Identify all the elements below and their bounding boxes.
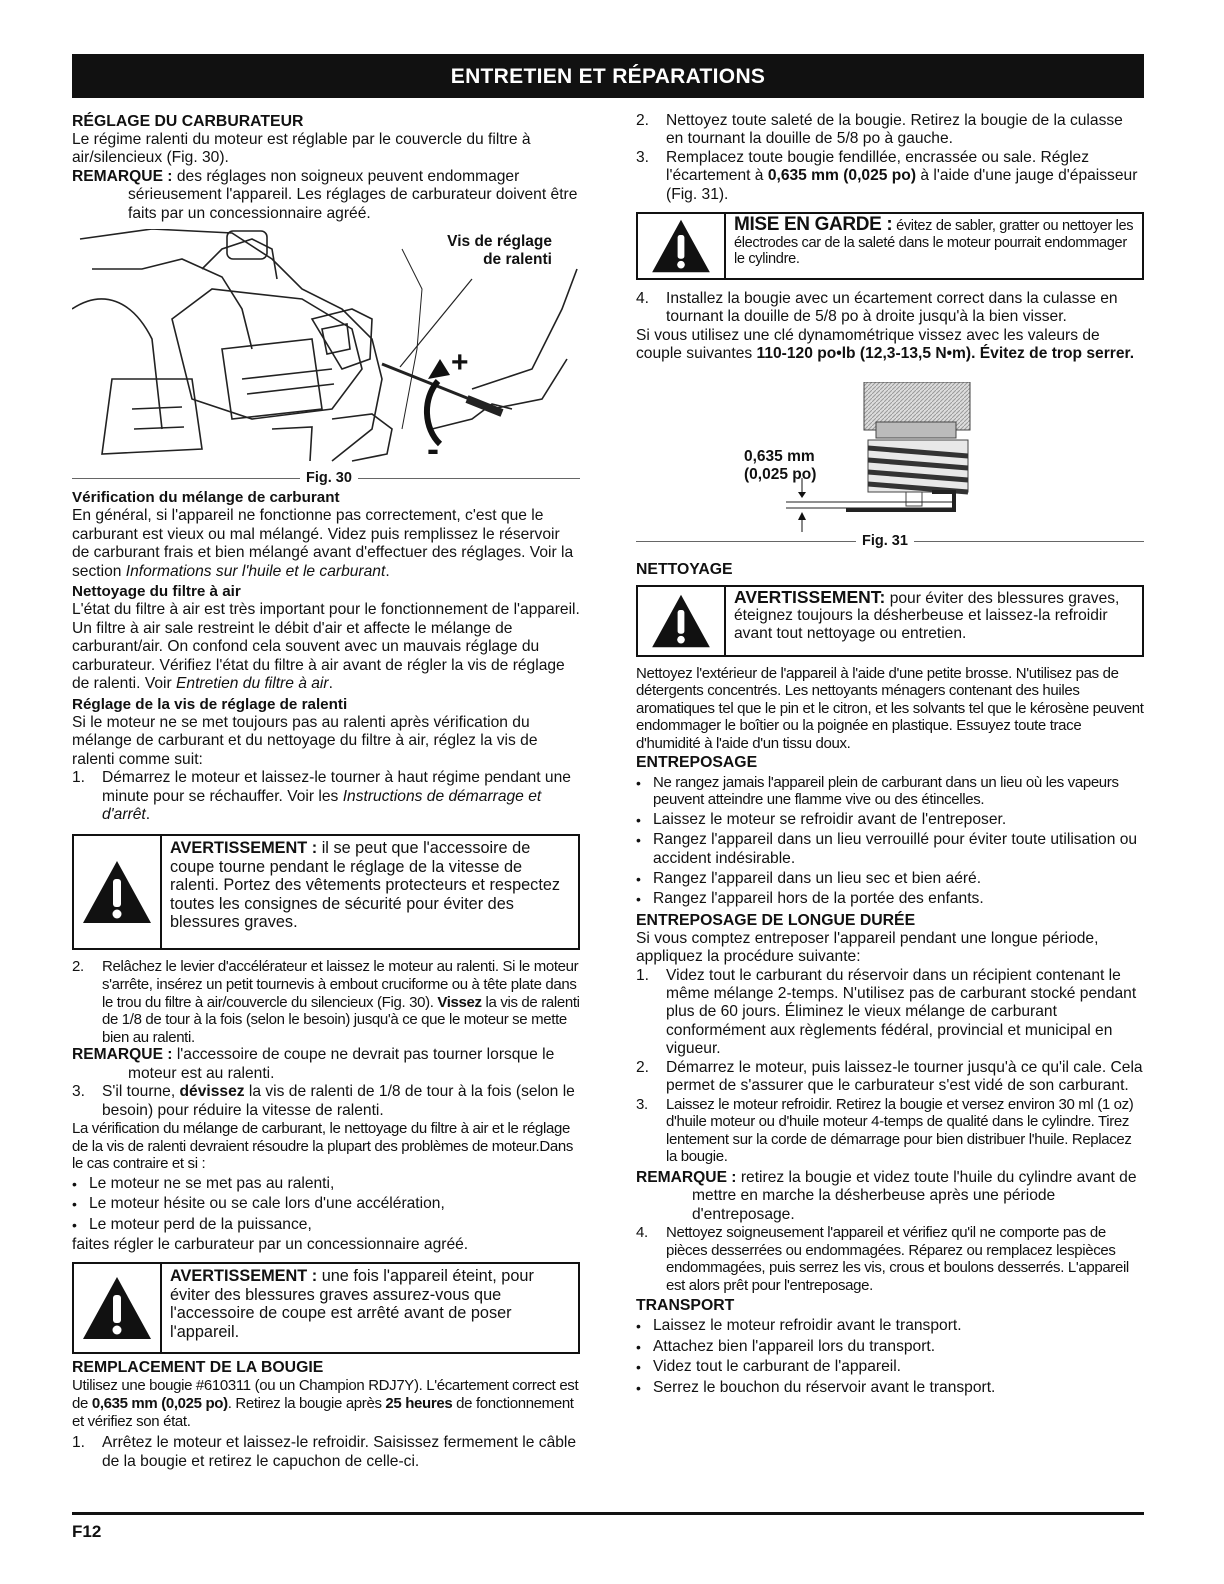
idle-screw-intro: Si le moteur ne se met toujours pas au ralenti après vérification du mélange de carburant et du nettoyage du filtre à air, réglez la vis de ralenti comme suit: xyxy=(72,713,538,768)
fig30-caption: Fig. 30 xyxy=(300,469,358,487)
warning-box-cleaning: AVERTISSEMENT: pour éviter des blessures graves, éteignez toujours la désherbeuse et laissez-la refroidir avant tout nettoyage ou entretien. xyxy=(636,585,1144,657)
idle-step-2: 2. Relâchez le levier d'accélérateur et laissez le moteur au ralenti. Si le moteur s'arrête, insérez un petit tournevis à embout cruciforme ou à tête plate dans le trou du filtre à air/couvercle du silencieux (Fig. 30). Vissez la vis de ralenti de 1/8 de tour à la fois (selon le besoin) jusqu'à ce que le moteur se mette bien au ralenti. xyxy=(72,958,580,1046)
long-storage-heading: ENTREPOSAGE DE LONGUE DURÉE xyxy=(636,911,916,929)
spark-plug-heading: REMPLACEMENT DE LA BOUGIE xyxy=(72,1359,324,1377)
list-item: • Serrez le bouchon du réservoir avant le transport. xyxy=(636,1378,996,1396)
warning-triangle-icon xyxy=(74,1264,162,1352)
warning-label: AVERTISSEMENT : xyxy=(170,1267,318,1286)
fig31-caption-line xyxy=(636,532,1144,550)
page-number: F12 xyxy=(72,1522,102,1541)
caution-label: MISE EN GARDE : xyxy=(734,214,893,236)
fig30-caption-line xyxy=(72,469,580,487)
spark-plug-step-2: 2. Nettoyez toute saleté de la bougie. Retirez la bougie de la culasse en tournant la douille de 5/8 po à gauche. xyxy=(636,112,1123,148)
idle-step-3: 3. S'il tourne, dévissez la vis de ralenti de 1/8 de tour à la fois (selon le besoin) pour réduire la vitesse de ralenti. xyxy=(72,1083,575,1119)
long-storage-step-4: 4. Nettoyez soigneusement l'appareil et vérifiez qu'il ne comporte pas de pièces desserrées ou endommagées. Réparez ou remplacez lespièces endommagées, puis serrez les vis, crous et boulons desserrés. L'appareil est alors prêt pour l'entreposage. xyxy=(636,1224,1129,1294)
fuel-mix-text: En général, si l'appareil ne fonctionne pas correctement, c'est que le carburant est vieux ou mal mélangé. Videz puis remplissez le réservoir de carburant frais et bien mélangé avant d'effectuer des réglages. Voir la section Informations sur l'huile et le carburant. xyxy=(72,507,574,580)
minus-sign: - xyxy=(427,428,439,470)
air-filter-heading: Nettoyage du filtre à air xyxy=(72,583,241,601)
list-item: • Videz tout le carburant de l'appareil. xyxy=(636,1358,902,1376)
fig31-caption: Fig. 31 xyxy=(856,532,914,550)
list-item: • Laissez le moteur refroidir avant le transport. xyxy=(636,1317,962,1335)
air-filter-text: L'état du filtre à air est très important pour le fonctionnement de l'appareil. Un filtre à air sale restreint le débit d'air et affecte le mélange de carburant/air. On confond cela souvent avec un mauvais réglage du carburateur. Vérifiez l'état du filtre à air avant de régler la vis de réglage de ralenti. Voir Entretien du filtre à air. xyxy=(72,601,580,693)
troubleshoot-summary: La vérification du mélange de carburant, le nettoyage du filtre à air et le réglage de la vis de ralenti devraient résoudre la plupart des problèmes de moteur.Dans le cas contraire et si : xyxy=(72,1119,573,1173)
caution-box: MISE EN GARDE : évitez de sabler, gratter ou nettoyer les électrodes car de la saleté dans le moteur pourrait endommager le cylindre. xyxy=(636,212,1144,280)
warning-triangle-icon xyxy=(74,836,162,948)
warning-triangle-icon xyxy=(638,214,726,278)
idle-note: REMARQUE : l'accessoire de coupe ne devrait pas tourner lorsque le moteur est au ralenti. xyxy=(72,1046,555,1082)
list-item: • Rangez l'appareil dans un lieu verrouillé pour éviter toute utilisation ou accident indésirable. xyxy=(636,831,1138,867)
storage-heading: ENTREPOSAGE xyxy=(636,753,758,771)
list-item: • Le moteur ne se met pas au ralenti, xyxy=(72,1174,335,1192)
spark-plug-illustration xyxy=(636,382,1144,532)
torque-text: Si vous utilisez une clé dynamométrique vissez avec les valeurs de couple suivantes 110-120 po•lb (12,3-13,5 N•m). Évitez de trop serrer. xyxy=(636,326,1135,363)
long-storage-note: REMARQUE : retirez la bougie et videz toute l'huile du cylindre avant de mettre en marche la désherbeuse après une période d'entreposage. xyxy=(636,1168,1137,1223)
section-header: ENTRETIEN ET RÉPARATIONS xyxy=(72,54,1144,98)
left-column xyxy=(72,112,580,1471)
right-column xyxy=(636,112,1144,1399)
spark-plug-text: Utilisez une bougie #610311 (ou un Champion RDJ7Y). L'écartement correct est de 0,635 mm (0,025 po). Retirez la bougie après 25 heures de fonctionnement et vérifiez son état. xyxy=(72,1377,579,1430)
fig30-callout: Vis de réglage de ralenti xyxy=(447,233,552,269)
long-storage-step: 1. Videz tout le carburant du réservoir dans un récipient contenant le même mélange 2-temps. N'utilisez pas de carburant stocké pendant plus de 60 jours. Éliminez le vieux mélange de carburant conformément aux règlements fédéral, provincial et municipal en vigueur. xyxy=(636,966,1137,1058)
spark-plug-step-1: 1. Arrêtez le moteur et laissez-le refroidir. Saisissez fermement le câble de la bougie et retirez le capuchon de celle-ci. xyxy=(72,1434,577,1470)
long-storage-intro: Si vous comptez entreposer l'appareil pendant une longue période, appliquez la procédure suivante: xyxy=(636,929,1099,966)
figure-31 xyxy=(636,382,1144,532)
idle-step-1: 1. Démarrez le moteur et laissez-le tourner à haut régime pendant une minute pour se réchauffer. Voir les Instructions de démarrage et d'arrêt. xyxy=(72,769,571,823)
warning-label: AVERTISSEMENT : xyxy=(170,839,318,858)
warning-label: AVERTISSEMENT: xyxy=(734,586,886,607)
warning-box-shutdown: AVERTISSEMENT : une fois l'appareil éteint, pour éviter des blessures graves assurez-vous que l'accessoire de coupe est arrêté avant de poser l'appareil. xyxy=(72,1262,580,1354)
list-item: • Rangez l'appareil dans un lieu sec et bien aéré. xyxy=(636,870,982,888)
cleaning-heading: NETTOYAGE xyxy=(636,560,733,578)
idle-screw-heading: Réglage de la vis de réglage de ralenti xyxy=(72,695,348,713)
spark-plug-step-4: 4. Installez la bougie avec un écartement correct dans la culasse en tournant la douille de 5/8 po à droite jusqu'à la bien visser. xyxy=(636,290,1118,326)
list-item: • Attachez bien l'appareil lors du transport. xyxy=(636,1337,936,1355)
warning-box-idle: AVERTISSEMENT : il se peut que l'accessoire de coupe tourne pendant le réglage de la vitesse de ralenti. Portez des vêtements protecteurs et respectez toutes les consignes de sécurité pour éviter des blessures graves. xyxy=(72,834,580,950)
long-storage-step: 3. Laissez le moteur refroidir. Retirez la bougie et versez environ 30 ml (1 oz) d'huile moteur ou d'huile moteur 4-temps de qualité dans le cylindre. Tirez lentement sur la corde de démarrage pour bien distribuer l'huile. Replacez la bougie. xyxy=(636,1095,1134,1166)
fuel-mix-heading: Vérification du mélange de carburant xyxy=(72,489,340,507)
list-item: • Le moteur perd de la puissance, xyxy=(72,1215,312,1233)
long-storage-step: 2. Démarrez le moteur, puis laissez-le tourner jusqu'à ce qu'il cale. Cela permet de s'assurer que le carburateur s'est vidé de son carburant. xyxy=(636,1058,1143,1095)
transport-heading: TRANSPORT xyxy=(636,1297,735,1315)
list-item: • Laissez le moteur se refroidir avant de l'entreposer. xyxy=(636,810,1007,828)
list-item: • Rangez l'appareil hors de la portée des enfants. xyxy=(636,890,984,908)
cleaning-text: Nettoyez l'extérieur de l'appareil à l'aide d'une petite brosse. N'utilisez pas de détergents concentrés. Les nettoyants ménagers contenant des huiles aromatiques tel que le pin et le citron, et les solvants tel que le kérosène peuvent endommager le boîtier ou la poignée en plastique. Essuyez toute trace d'humidité à l'aide d'un tissu doux. xyxy=(636,664,1144,753)
warning-triangle-icon xyxy=(638,587,726,655)
carburetor-note: REMARQUE : des réglages non soigneux peuvent endommager sérieusement l'appareil. Les réglages de carburateur doivent être faits par un concessionnaire agréé. xyxy=(72,167,578,222)
carburetor-heading: RÉGLAGE DU CARBURATEUR xyxy=(72,113,304,130)
figure-30 xyxy=(72,229,580,469)
list-item: • Le moteur hésite ou se cale lors d'une accélération, xyxy=(72,1195,445,1213)
spark-plug-step-3: 3. Remplacez toute bougie fendillée, encrassée ou sale. Réglez l'écartement à 0,635 mm (0,025 po) à l'aide d'une jauge d'épaisseur (Fig. 31). xyxy=(636,148,1138,203)
troubleshoot-conclusion: faites régler le carburateur par un concessionnaire agréé. xyxy=(72,1235,469,1253)
plus-sign: + xyxy=(451,346,469,380)
carburetor-intro: Le régime ralenti du moteur est réglable par le couvercle du filtre à air/silencieux (Fig. 30). xyxy=(72,131,531,167)
fig31-gap-label: 0,635 mm (0,025 po) xyxy=(744,447,817,483)
footer-rule xyxy=(72,1512,1144,1515)
list-item: • Ne rangez jamais l'appareil plein de carburant dans un lieu où les vapeurs peuvent atteindre une flamme vive ou des étincelles. xyxy=(636,773,1119,809)
